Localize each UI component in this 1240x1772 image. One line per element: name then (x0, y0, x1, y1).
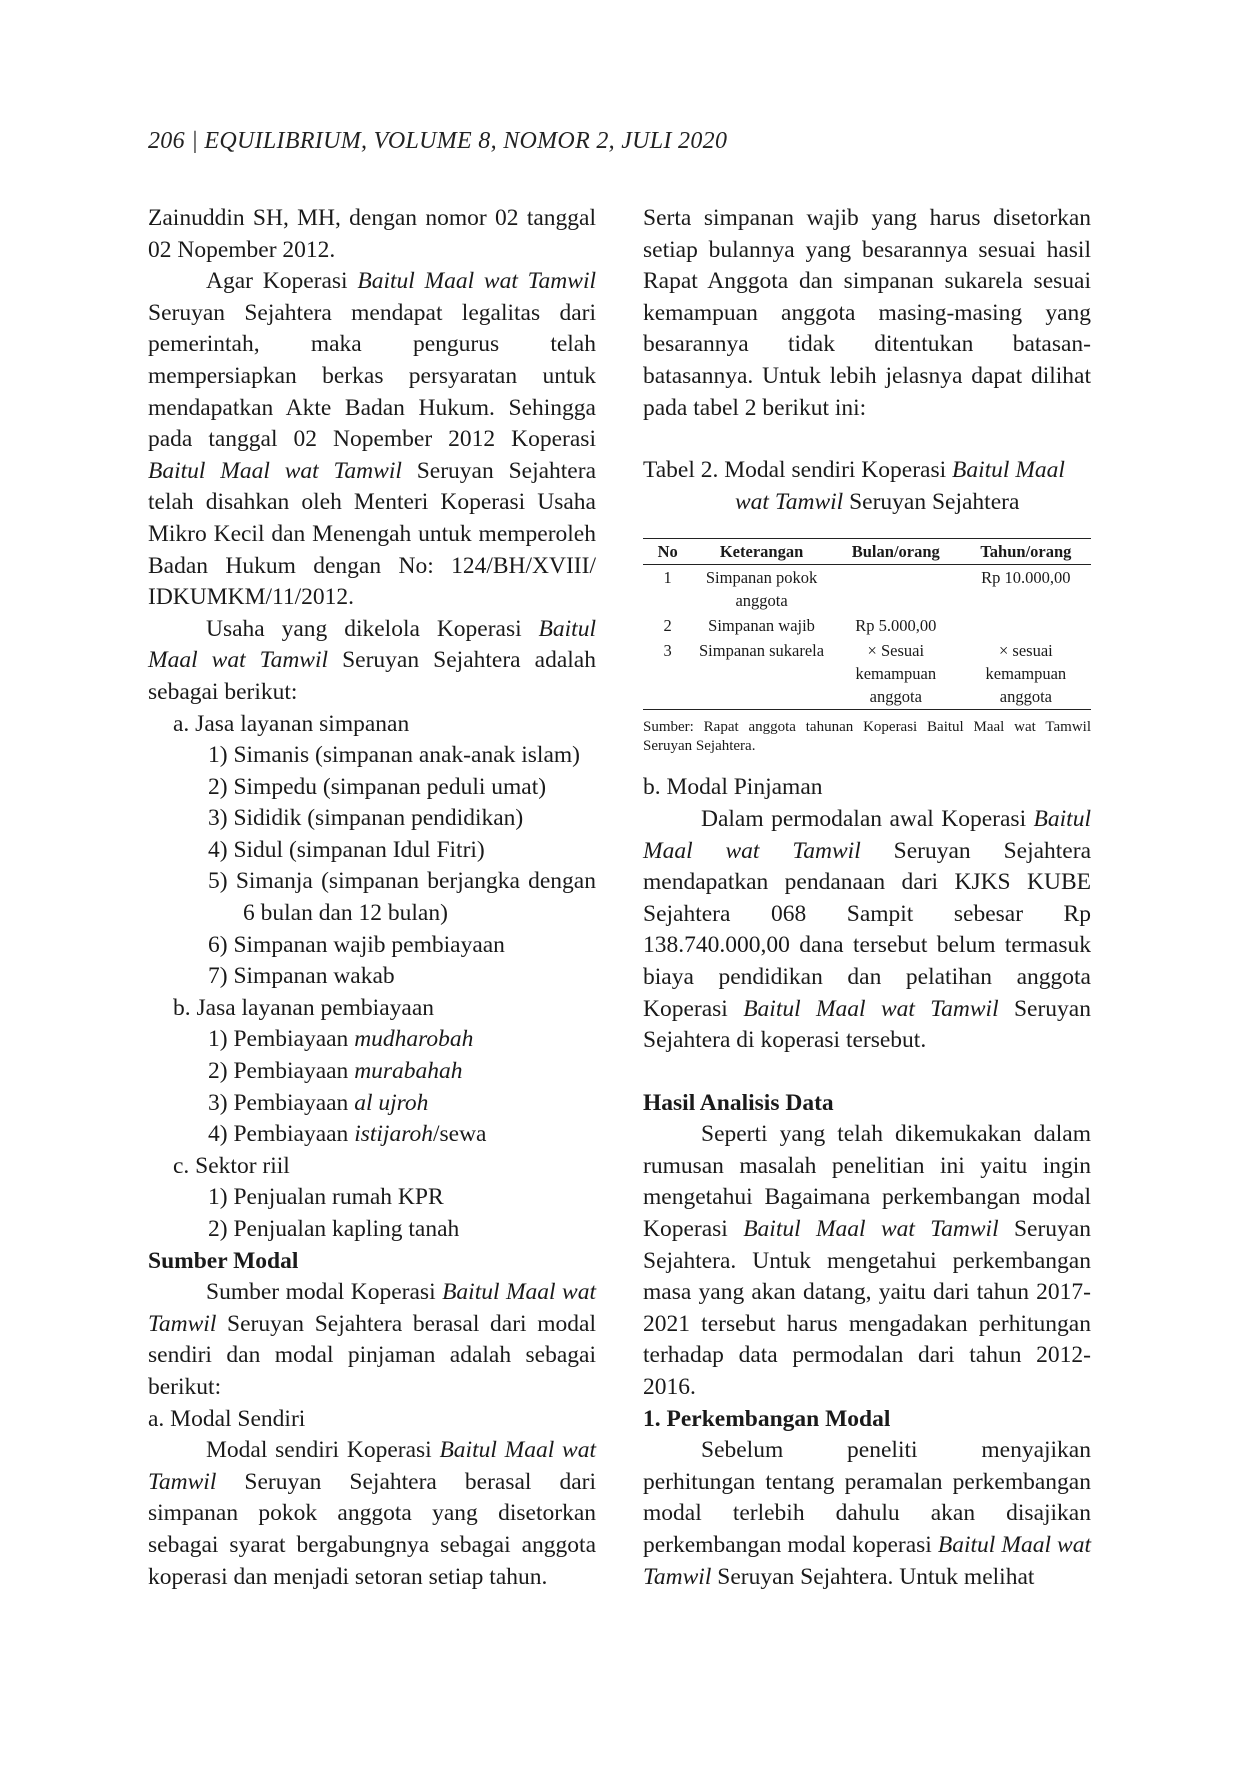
list-item: 4) Pembiayaan istijaroh/sewa (208, 1121, 487, 1148)
paragraph: Agar Koperasi Baitul Maal wat Tamwil Seruyan Sejahtera mendapat legalitas dari pemerintah, maka pengurus telah mempersiapkan berkas persyaratan untuk mendapatkan Akte Badan Hukum. Sehingga pada tanggal 02 Nopember 2012 Koperasi Baitul Maal wat Tamwil Seruyan Sejahtera telah disahkan oleh Menteri Koperasi Usaha Mikro Kecil dan Menengah untuk memperoleh Badan Hukum dengan No: 124/BH/XVIII/ IDKUMKM/11/2012. (148, 268, 596, 611)
table-header: No (643, 539, 692, 565)
table-source: Sumber: Rapat anggota tahunan Koperasi Baitul Maal wat Tamwil Seruyan Sejahtera. (643, 719, 1091, 755)
section-heading: Hasil Analisis Data (643, 1089, 834, 1116)
paragraph: Serta simpanan wajib yang harus disetorkan setiap bulannya yang besarannya sesuai hasil Rapat Anggota dan simpanan sukarela sesuai kemampuan anggota masing-masing yang besarannya tidak ditentukan batasan-batasannya. Untuk lebih jelasnya dapat dilihat pada tabel 2 berikut ini: (643, 205, 1091, 421)
left-column (148, 203, 596, 1593)
paragraph: Sumber modal Koperasi Baitul Maal wat Tamwil Seruyan Sejahtera berasal dari modal sendiri dan modal pinjaman adalah sebagai berikut: (148, 1279, 597, 1400)
list-item: 5) Simanja (simpanan berjangka dengan 6 bulan dan 12 bulan) (208, 868, 596, 927)
section-heading: 1. Perkembangan Modal (643, 1405, 891, 1432)
list-item: c. Sektor riil (173, 1152, 290, 1179)
table-header: Keterangan (692, 539, 831, 565)
list-item: 2) Pembiayaan murabahah (208, 1058, 463, 1085)
paragraph: Modal sendiri Koperasi Baitul Maal wat Tamwil Seruyan Sejahtera berasal dari simpanan pokok anggota yang disetorkan sebagai syarat bergabungnya sebagai anggota koperasi dan menjadi setoran setiap tahun. (148, 1437, 596, 1590)
table-cell: Simpanan wajib (708, 616, 815, 636)
table-row (643, 613, 1091, 638)
section-heading: Sumber Modal (148, 1247, 299, 1274)
table-header: Bulan/orang (831, 539, 961, 565)
paragraph: Zainuddin SH, MH, dengan nomor 02 tanggal 02 Nopember 2012. (148, 205, 596, 263)
table-cell: Simpanan pokok anggota (705, 568, 818, 611)
list-item: b. Jasa layanan pembiayaan (173, 994, 435, 1021)
table-cell: × Sesuai kemampuan anggota (831, 638, 961, 710)
paragraph: Dalam permodalan awal Koperasi Baitul Maal wat Tamwil Seruyan Sejahtera mendapatkan pendanaan dari KJKS KUBE Sejahtera 068 Sampit sebesar Rp 138.740.000,00 dana tersebut belum termasuk biaya pendidikan dan pelatihan anggota Koperasi Baitul Maal wat Tamwil Seruyan Sejahtera di koperasi tersebut. (643, 805, 1091, 1054)
table-caption: Tabel 2. Modal sendiri Koperasi Baitul Maal (643, 457, 1065, 484)
list-item: 3) Pembiayaan al ujroh (208, 1089, 429, 1116)
subheading: a. Modal Sendiri (148, 1405, 306, 1432)
list-item: 3) Sididik (simpanan pendidikan) (208, 805, 524, 832)
table-row (643, 565, 1091, 614)
list-item: 6) Simpanan wajib pembiayaan (208, 931, 505, 958)
table-caption-line2: wat Tamwil Seruyan Sejahtera (735, 488, 1020, 515)
paragraph: Seperti yang telah dikemukakan dalam rumusan masalah penelitian ini yaitu ingin mengetahui Bagaimana perkembangan modal Koperasi Baitul Maal wat Tamwil Seruyan Sejahtera. Untuk mengetahui perkembangan masa yang akan datang, yaitu dari tahun 2017-2021 tersebut harus mengadakan perhitungan terhadap data permodalan dari tahun 2012-2016. (643, 1121, 1091, 1401)
table-row (643, 638, 1091, 710)
table-cell (961, 613, 1091, 638)
list-item: a. Jasa layanan simpanan (173, 710, 410, 737)
table-cell: 2 (663, 616, 672, 636)
list-item: 1) Simanis (simpanan anak-anak islam) (208, 742, 580, 769)
table-cell: Rp 5.000,00 (855, 616, 937, 636)
subheading: b. Modal Pinjaman (643, 774, 823, 801)
table-cell: 3 (643, 638, 692, 710)
table-cell (831, 565, 961, 614)
right-column (643, 203, 1091, 1593)
paragraph: Sebelum peneliti menyajikan perhitungan tentang peramalan perkembangan modal terlebih dahulu akan disajikan perkembangan modal koperasi Baitul Maal wat Tamwil Seruyan Sejahtera. Untuk melihat (643, 1437, 1091, 1590)
list-item: 1) Penjualan rumah KPR (208, 1184, 444, 1211)
table-header: Tahun/orang (961, 539, 1091, 565)
paragraph: Usaha yang dikelola Koperasi Baitul Maal wat Tamwil Seruyan Sejahtera adalah sebagai berikut: (148, 615, 596, 705)
list-item: 2) Penjualan kapling tanah (208, 1216, 460, 1242)
running-head: 206 | EQUILIBRIUM, VOLUME 8, NOMOR 2, JULI 2020 (148, 128, 728, 154)
list-item: 4) Sidul (simpanan Idul Fitri) (208, 836, 485, 863)
list-item: 1) Pembiayaan mudharobah (208, 1026, 474, 1053)
table-cell: × sesuai kemampuan anggota (961, 638, 1091, 710)
capital-table (643, 538, 1091, 710)
table-cell: Rp 10.000,00 (981, 568, 1071, 588)
list-item: 2) Simpedu (simpanan peduli umat) (208, 773, 547, 800)
table-cell: Simpanan sukarela (692, 638, 831, 710)
table-cell: 1 (663, 568, 672, 588)
list-item: 7) Simpanan wakab (208, 963, 395, 990)
